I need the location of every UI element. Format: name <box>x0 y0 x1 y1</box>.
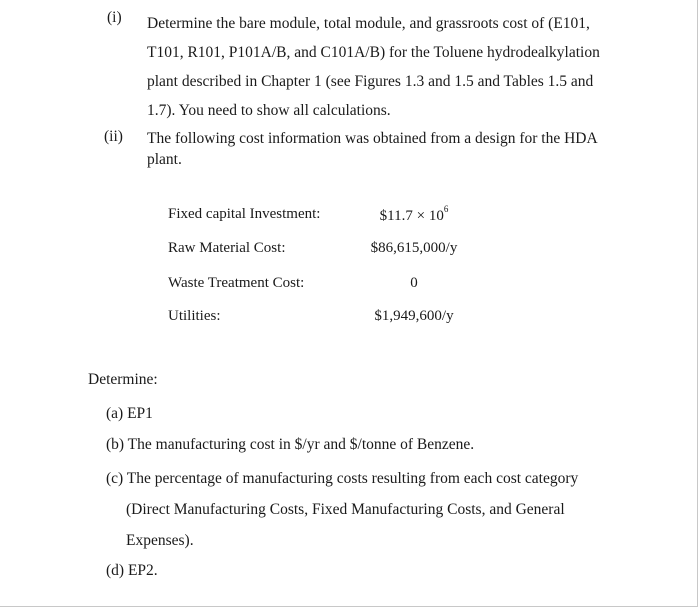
part-i-line: Determine the bare module, total module, and grassroots cost of (E101, <box>147 15 590 32</box>
cost-value <box>344 206 484 225</box>
part-ii-text <box>147 128 598 170</box>
question-a: (a) EP1 <box>106 405 153 422</box>
cost-label: Raw Material Cost: <box>168 240 286 256</box>
cost-label: Fixed capital Investment: <box>168 206 321 222</box>
cost-value-base: $11.7 × 10 <box>379 208 444 224</box>
cost-value: 0 <box>410 275 418 291</box>
cost-label: Utilities: <box>168 308 221 324</box>
part-ii-number: (ii) <box>104 128 123 145</box>
cost-value: $1,949,600/y <box>374 308 454 324</box>
part-i-number: (i) <box>107 9 122 26</box>
part-i-line: T101, R101, P101A/B, and C101A/B) for the Toluene hydrodealkylation <box>147 44 600 61</box>
question-d: (d) EP2. <box>106 562 158 579</box>
question-c <box>106 463 616 556</box>
part-ii-line: plant. <box>147 151 182 168</box>
part-i-line: 1.7). You need to show all calculations. <box>147 102 391 119</box>
cost-value: $86,615,000/y <box>370 240 458 256</box>
question-b: (b) The manufacturing cost in $/yr and $/tonne of Benzene. <box>106 436 475 453</box>
question-c-line: (Direct Manufacturing Costs, Fixed Manufacturing Costs, and General <box>126 501 565 518</box>
part-i-text <box>147 9 617 125</box>
cost-label: Waste Treatment Cost: <box>168 275 305 291</box>
part-i-line: plant described in Chapter 1 (see Figures 1.3 and 1.5 and Tables 1.5 and <box>147 73 594 90</box>
determine-heading: Determine: <box>88 371 158 388</box>
question-c-line: (c) The percentage of manufacturing costs resulting from each cost category <box>106 470 579 487</box>
part-ii-line: The following cost information was obtained from a design for the HDA <box>147 130 598 147</box>
question-c-line: Expenses). <box>126 532 194 549</box>
cost-value-exponent: 6 <box>443 204 449 214</box>
